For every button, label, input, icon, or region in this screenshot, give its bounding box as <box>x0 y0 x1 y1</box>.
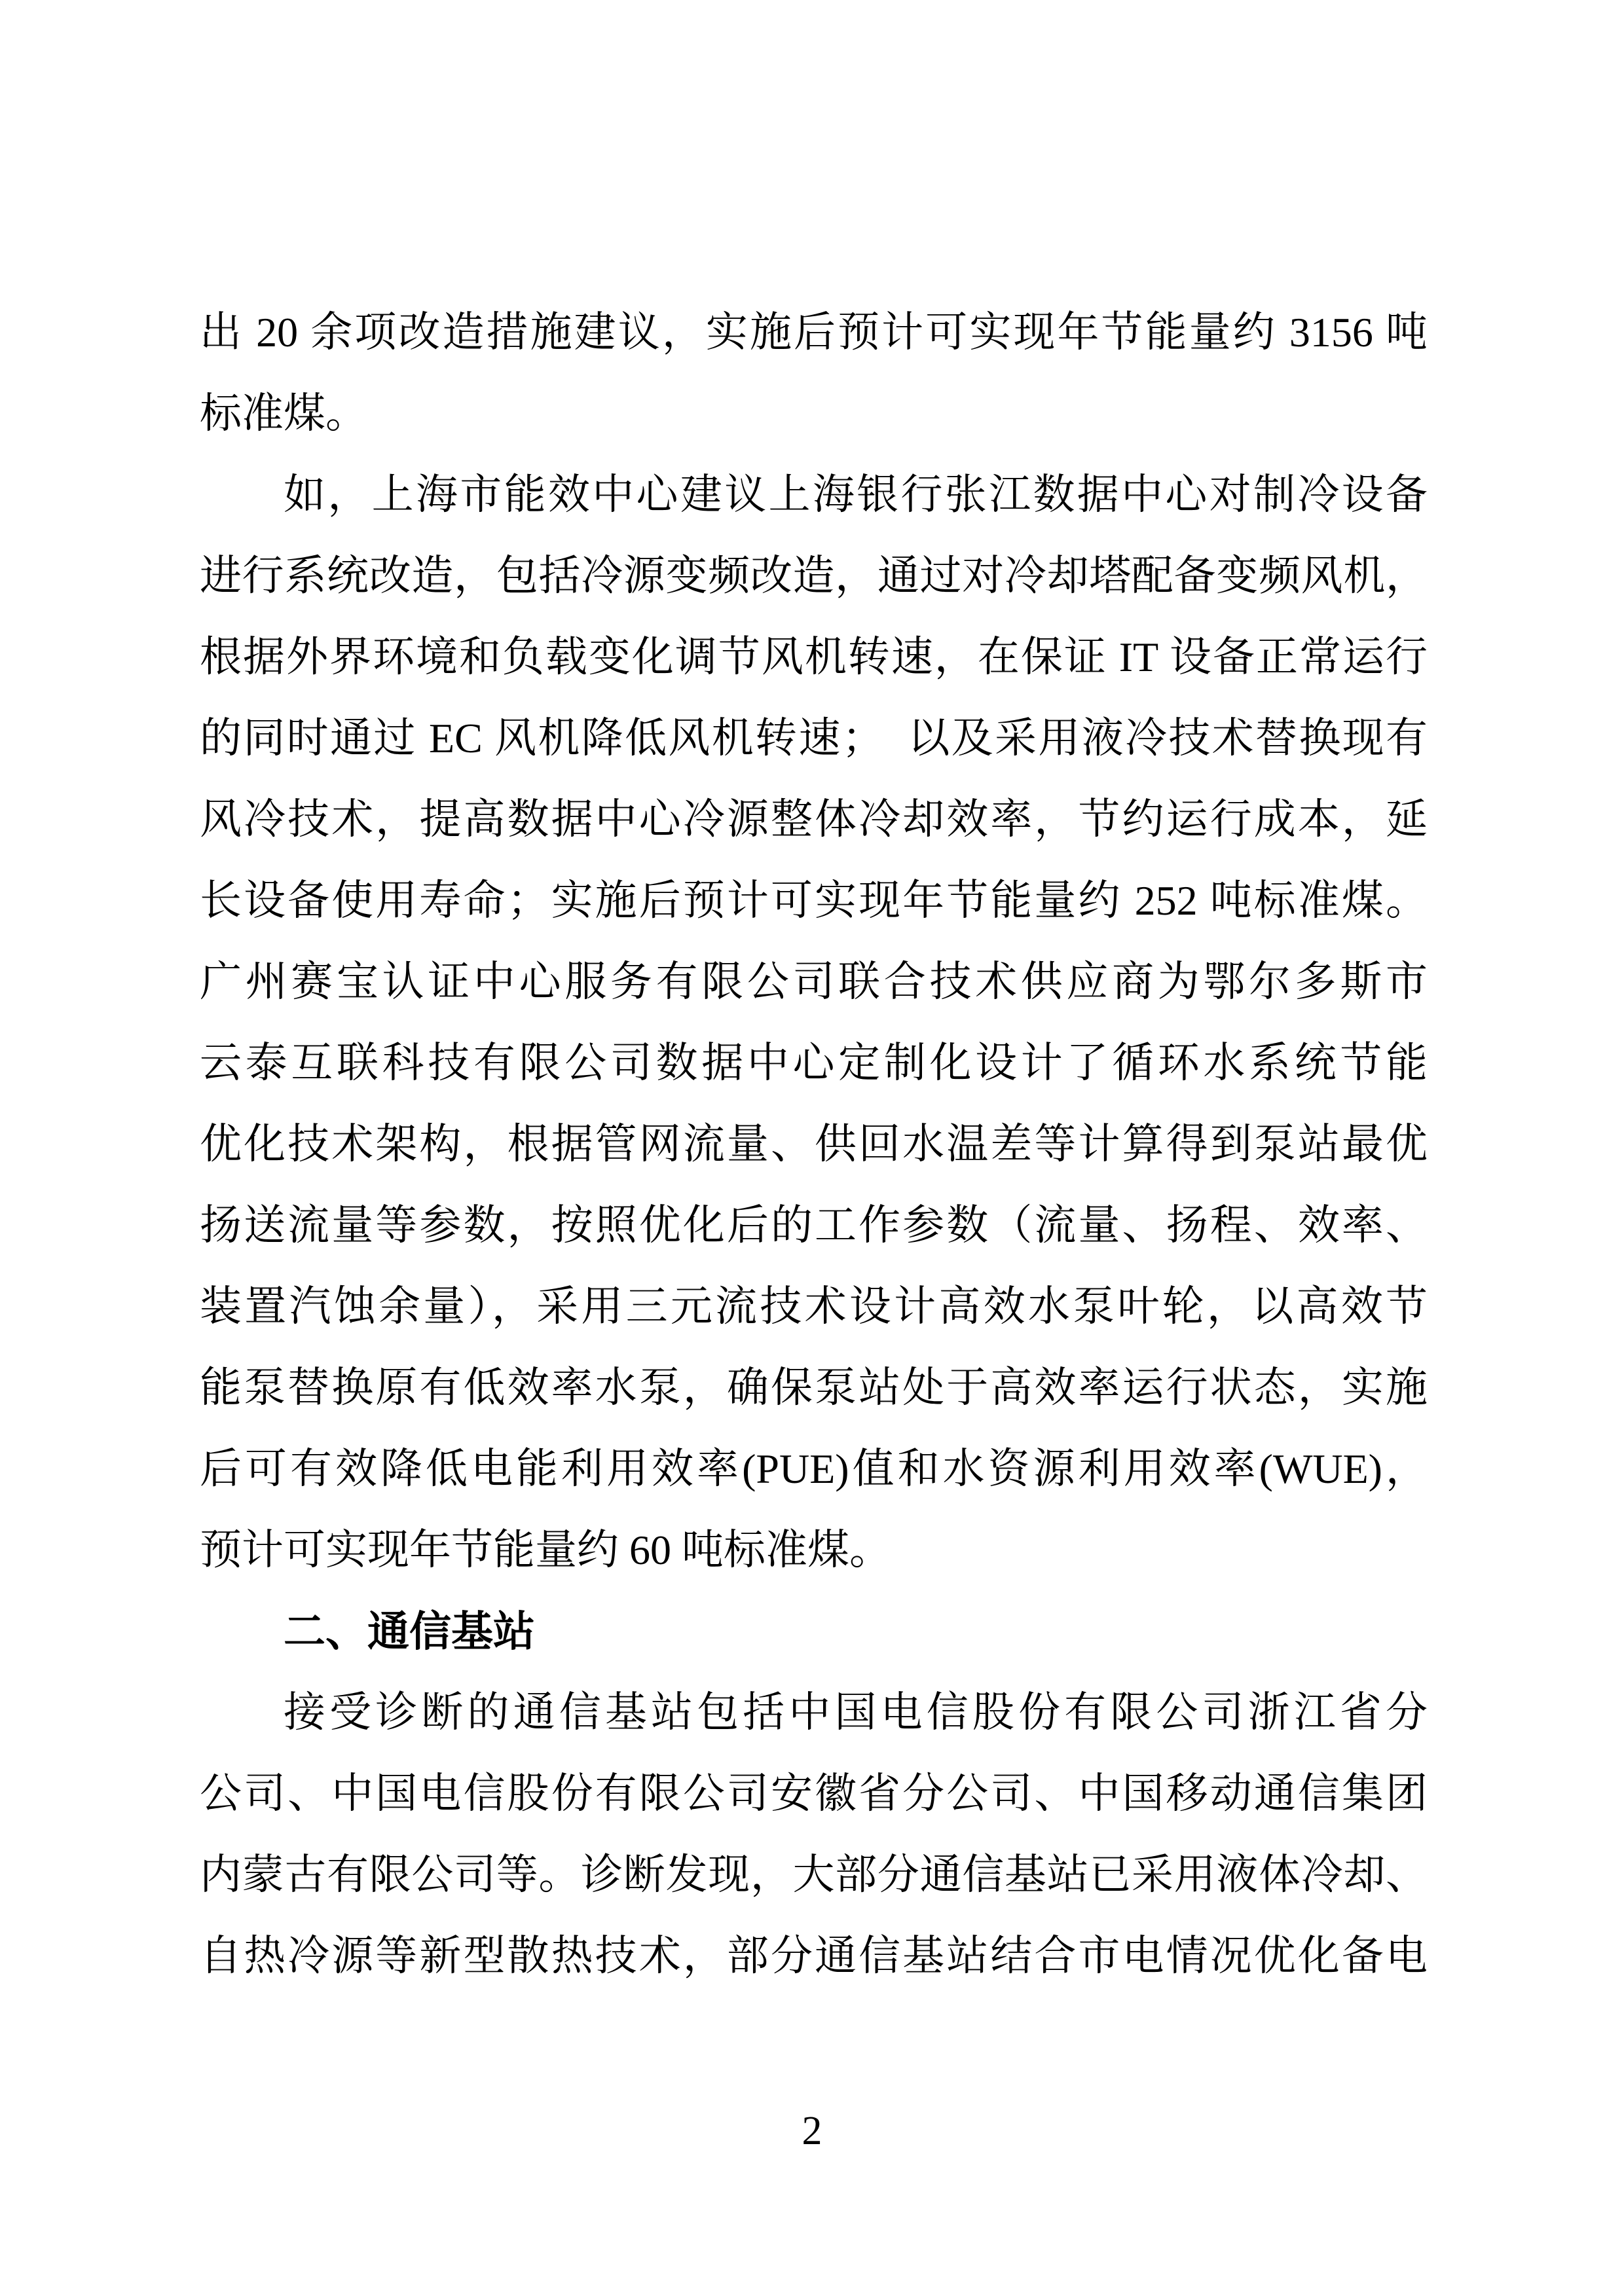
text-line: 预计可实现年节能量约 60 吨标准煤。 <box>200 1527 891 1573</box>
text-line: 优化技术架构，根据管网流量、供回水温差等计算得到泵站最优 <box>200 1121 1428 1167</box>
text-line: 进行系统改造，包括冷源变频改造，通过对冷却塔配备变频风机， <box>200 553 1428 599</box>
text-line: 根据外界环境和负载变化调节风机转速，在保证 IT 设备正常运行 <box>200 634 1428 680</box>
section-heading: 二、通信基站 <box>284 1608 535 1655</box>
text-line: 接受诊断的通信基站包括中国电信股份有限公司浙江省分 <box>284 1689 1428 1736</box>
text-line: 出 20 余项改造措施建议，实施后预计可实现年节能量约 3156 吨 <box>200 309 1428 355</box>
page-number: 2 <box>802 2109 822 2153</box>
text-line: 长设备使用寿命；实施后预计可实现年节能量约 252 吨标准煤。 <box>200 877 1428 924</box>
text-line: 扬送流量等参数，按照优化后的工作参数（流量、扬程、效率、 <box>200 1202 1428 1248</box>
text-line: 标准煤。 <box>200 390 367 437</box>
text-line: 内蒙古有限公司等。诊断发现，大部分通信基站已采用液体冷却、 <box>200 1851 1428 1898</box>
text-line: 如，上海市能效中心建议上海银行张江数据中心对制冷设备 <box>284 471 1428 518</box>
text-line: 装置汽蚀余量），采用三元流技术设计高效水泵叶轮，以高效节 <box>200 1283 1428 1330</box>
text-line: 广州赛宝认证中心服务有限公司联合技术供应商为鄂尔多斯市 <box>200 958 1428 1005</box>
text-line: 公司、中国电信股份有限公司安徽省分公司、中国移动通信集团 <box>200 1770 1428 1817</box>
text-line: 能泵替换原有低效率水泵，确保泵站处于高效率运行状态，实施 <box>200 1364 1428 1411</box>
text-line: 的同时通过 EC 风机降低风机转速； 以及采用液冷技术替换现有 <box>200 715 1428 761</box>
document-body <box>200 292 1428 1997</box>
text-line: 后可有效降低电能利用效率(PUE)值和水资源利用效率(WUE)， <box>200 1446 1428 1492</box>
text-line: 自热冷源等新型散热技术，部分通信基站结合市电情况优化备电 <box>200 1933 1428 1979</box>
text-line: 云泰互联科技有限公司数据中心定制化设计了循环水系统节能 <box>200 1040 1428 1086</box>
text-line: 风冷技术，提高数据中心冷源整体冷却效率，节约运行成本，延 <box>200 796 1428 843</box>
